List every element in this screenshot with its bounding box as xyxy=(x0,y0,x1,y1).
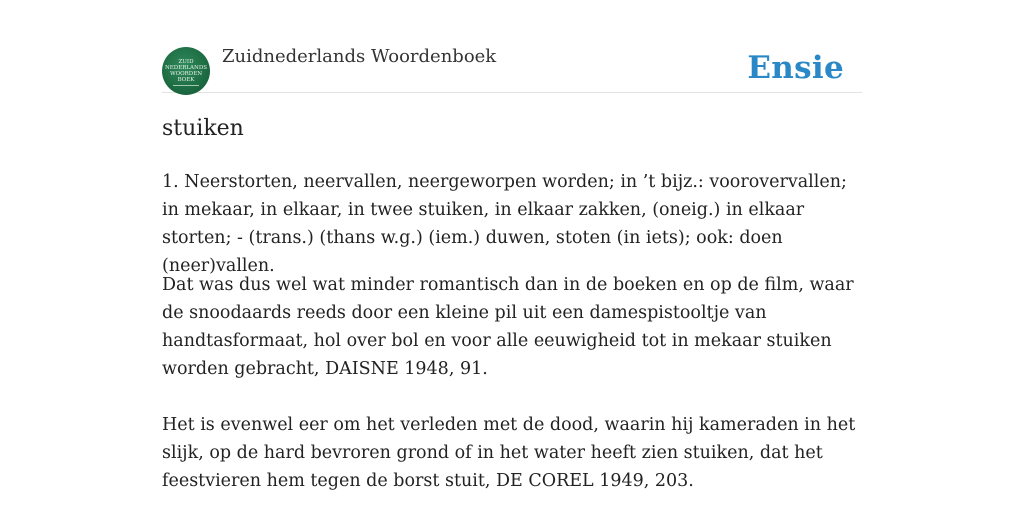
site-header xyxy=(162,44,862,93)
logo-line: WOORDEN xyxy=(169,70,203,77)
entry-term: stuiken xyxy=(162,116,244,141)
logo-line: NEDERLANDS xyxy=(164,64,207,71)
logo-rule xyxy=(173,85,199,86)
dictionary-title-link[interactable]: Zuidnederlands Woordenboek xyxy=(222,46,497,67)
logo-line: BOEK xyxy=(177,76,195,83)
logo-line: ZUID xyxy=(178,58,194,65)
ensie-brand-link[interactable]: Ensie xyxy=(747,50,844,86)
dictionary-logo[interactable] xyxy=(162,47,210,95)
example-quote: Het is evenwel eer om het verleden met de dood, waarin hij kameraden in het slijk, op de hard bevroren grond of in het water heeft zien stuiken, dat het feestvieren hem tegen de borst stuit, DE COREL 1949, 203. xyxy=(162,415,856,491)
example-quote: Dat was dus wel wat minder romantisch dan in de boeken en op de film, waar de snoodaards reeds door een kleine pil uit een damespistooltje van handtasformaat, hol over bol en voor alle eeuwigheid tot in mekaar stuiken worden gebracht, DAISNE 1948, 91. xyxy=(162,275,854,379)
entry-definition: 1. Neerstorten, neervallen, neergeworpen worden; in ’t bijz.: voorovervallen; in mekaar, in elkaar, in twee stuiken, in elkaar zakken, (oneig.) in elkaar storten; - (trans.) (thans w.g.) (iem.) duwen, stoten (in iets); ook: doen (neer)vallen. xyxy=(162,172,847,276)
